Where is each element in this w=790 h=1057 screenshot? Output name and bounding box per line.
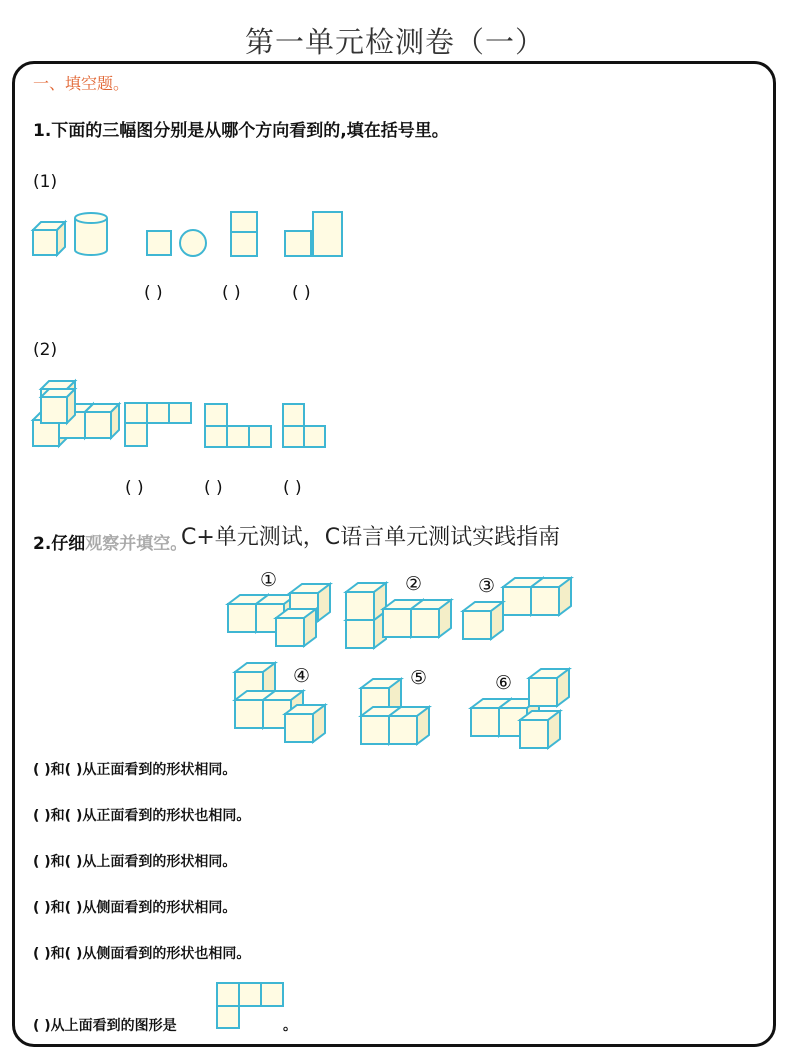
- answer-line[interactable]: ( )和( )从上面看到的形状相同。: [33, 854, 237, 870]
- figure-label: ②: [405, 573, 423, 595]
- answer-line[interactable]: ( )和( )从侧面看到的形状也相同。: [33, 946, 251, 962]
- answer-line[interactable]: ( )和( )从正面看到的形状也相同。: [33, 808, 251, 824]
- figure-1: [228, 569, 330, 646]
- view-circle: [180, 230, 206, 256]
- answer-line[interactable]: ( )从上面看到的图形是: [33, 1018, 177, 1034]
- part-2-label: (2): [33, 340, 58, 360]
- figure-label: ③: [478, 575, 496, 597]
- question-2-prompt-prefix: 2.仔细: [33, 534, 86, 554]
- figure-label: ④: [293, 665, 311, 687]
- view-shape: [283, 404, 325, 447]
- answer-line[interactable]: ( )和( )从侧面看到的形状相同。: [33, 900, 237, 916]
- answer-line[interactable]: ( )和( )从正面看到的形状相同。: [33, 762, 237, 778]
- answer-blank[interactable]: ( ): [204, 478, 223, 498]
- figure-4: [235, 663, 325, 742]
- cylinder-figure: [75, 213, 107, 255]
- answer-line-end: 。: [283, 1018, 297, 1034]
- answer-blank[interactable]: ( ): [283, 478, 302, 498]
- cube-figure: [33, 222, 65, 255]
- figure-6: [471, 669, 569, 748]
- cube-stack-figure: [33, 381, 119, 446]
- figure-5: [361, 667, 429, 744]
- answer-blank[interactable]: ( ): [144, 283, 163, 303]
- page-title: 第一单元检测卷（一）: [244, 25, 545, 59]
- q1-part2-figures: [33, 381, 325, 447]
- answer-blank[interactable]: ( ): [292, 283, 311, 303]
- view-square-and-rectangle: [285, 212, 342, 256]
- figure-label: ⑥: [495, 672, 513, 694]
- view-stacked-squares: [231, 212, 257, 256]
- q2-figures: [228, 569, 571, 748]
- figure-label: ⑤: [410, 667, 428, 689]
- top-view-shape: [217, 983, 283, 1028]
- answer-blank[interactable]: ( ): [222, 283, 241, 303]
- q1-part1-figures: [33, 212, 342, 256]
- view-shape: [205, 404, 271, 447]
- view-square: [147, 231, 171, 255]
- answer-blank[interactable]: ( ): [125, 478, 144, 498]
- watermark-overlay-text: C+单元测试，C语言单元测试实践指南: [181, 525, 561, 550]
- figure-3: [463, 575, 571, 639]
- view-shape: [125, 403, 191, 446]
- question-2-prompt-faint: 观察并填空。: [85, 534, 188, 554]
- figure-2: [346, 573, 451, 648]
- question-1-prompt: 1.下面的三幅图分别是从哪个方向看到的,填在括号里。: [33, 121, 449, 141]
- section-heading: 一、填空题。: [33, 74, 130, 93]
- figure-label: ①: [260, 569, 278, 591]
- part-1-label: (1): [33, 172, 58, 192]
